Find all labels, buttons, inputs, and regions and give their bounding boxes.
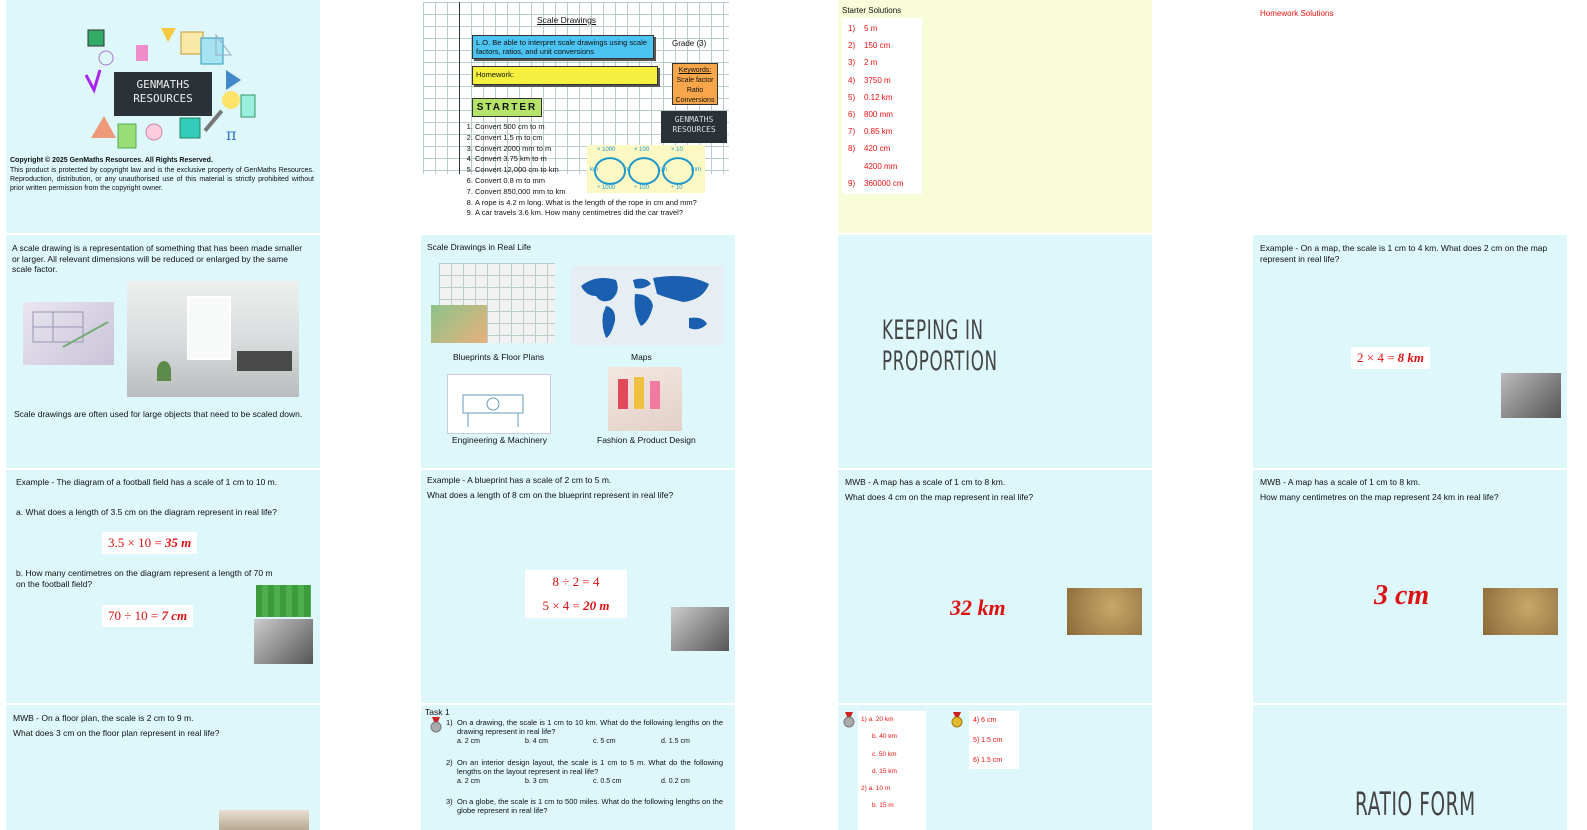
part: a. 2 cm [457,738,480,745]
gold-medal-icon [951,712,963,728]
fashion-image [608,367,682,431]
calculator-photo [254,619,313,664]
solution-item: 4) 6 cm [973,717,997,724]
mwb3-line2: What does 3 cm on the floor plan represent in real life? [13,728,220,738]
starter-question: 2. Convert 1.5 m to cm [475,133,731,144]
solution-item: 4) 3750 m [848,75,891,85]
starter-solutions-title: Starter Solutions [842,6,902,15]
conv-unit-km: km [590,167,598,173]
world-map-shape [571,266,724,345]
football-answer-a [102,532,197,554]
solution-item: b. 40 km [872,733,897,741]
copyright-body: This product is protected by copyright law and is the exclusive property of GenMaths Resources. Reproduction, distribution, or any unauthorised use of this material is strictly prohibited without prior written permission from the copyright owner. [10,167,314,192]
football-part-a: a. What does a length of 3.5 cm on the diagram represent in real life? [16,507,277,517]
part: c. 5 cm [593,738,616,745]
solution-item: 6) 800 mm [848,110,893,120]
genmaths-logo-box [114,72,212,116]
solution-item: 7) 0.85 km [848,127,893,137]
old-map-photo [1067,588,1142,635]
starter-question: 9. A car travels 3.6 km. How many centimetres did the car travel? [475,208,731,219]
answer-expression: 3.5 × 10 = [108,535,165,550]
keywords-box [672,63,718,105]
calculator-photo [1501,373,1561,418]
mwb3-line1: MWB - On a floor plan, the scale is 2 cm to 9 m. [13,713,194,723]
silver-medal-icon [843,712,855,728]
calculator-photo [671,607,729,651]
blueprint-example-slide[interactable] [421,470,735,703]
map-example-answer [1351,347,1430,369]
part: c. 0.5 cm [593,778,622,785]
mwb-map-slide-1[interactable] [838,470,1152,703]
lesson-title: Scale Drawings [537,15,597,25]
homework-solutions-slide[interactable] [1253,0,1567,233]
silver-medal-icon [430,717,442,733]
logo-text-line2: RESOURCES [133,92,193,105]
starter-question: 7. Convert 850,000 mm to km [475,187,731,198]
starter-question: 8. A rope is 4.2 m long. What is the length of the rope in cm and mm? [475,198,731,209]
conv-top-2: × 100 [634,147,650,153]
mwb2-line1: MWB - A map has a scale of 1 cm to 8 km. [1260,477,1421,487]
learning-objective: L.O. Be able to interpret scale drawings using scale factors, ratios, and unit conversions [472,35,654,59]
starter-question: 5. Convert 12,000 cm to km [475,165,731,176]
conv-unit-mm: mm [691,167,701,173]
blueprint-line1: Example - A blueprint has a scale of 2 cm to 5 m. [427,475,612,485]
task1-title: Task 1 [425,707,450,717]
homework-bar[interactable]: Homework: [472,66,658,85]
scale-drawing-definition: A scale drawing is a representation of something that has been made smaller or larger. All relevant dimensions will be reduced or enlarged by the same scale factor. [12,243,303,275]
starter-question: 4. Convert 3.75 km to m [475,154,731,165]
blueprint-line2: What does a length of 8 cm on the blueprint represent in real life? [427,490,674,500]
floor-plan-photo [219,810,309,830]
part: a. 2 cm [457,778,480,785]
blueprint-answer [525,570,627,618]
world-map-image [571,266,724,345]
task1-q3-num: 3) [446,797,453,806]
cover-slide[interactable] [6,0,320,233]
solution-item: b. 15 m [872,802,894,810]
engineering-sketch [448,375,550,433]
answer-step2: 5 × 4 = 20 m [542,598,610,613]
starter-solutions-list [842,18,922,194]
keeping-proportion-title: KEEPING IN PROPORTION [882,315,998,377]
task1-solutions-left [858,711,926,830]
part: d. 0.2 cm [661,778,690,785]
caption-fashion: Fashion & Product Design [597,435,696,445]
football-answer-b [102,605,193,627]
mwb2-line2: How many centimetres on the map represent 24 km in real life? [1260,492,1499,502]
solution-item: c. 50 km [872,750,897,758]
answer-expression: 2 × 4 = [1357,350,1398,365]
solution-item: 2) 150 cm [848,41,891,51]
homework-solutions-title: Homework Solutions [1260,9,1334,18]
solution-item: 1) 5 m [848,24,878,33]
conv-top-1: × 1000 [597,147,616,153]
task1-q2: On an interior design layout, the scale is 1 cm to 5 m. What do the following lengths on the layout represent in real life? [457,758,723,777]
part: b. 4 cm [525,738,548,745]
task1-q1-num: 1) [446,718,453,727]
mwb-floorplan-slide[interactable] [6,705,320,830]
grade-label: Grade (3) [672,39,707,48]
starter-question: 6. Convert 0.8 m to mm [475,176,731,187]
solution-item: 4200 mm [864,161,898,171]
task1-solutions-right [969,711,1019,769]
task1-slide[interactable] [421,705,735,830]
svg-text:π: π [226,125,237,144]
real-life-title: Scale Drawings in Real Life [427,242,531,252]
conv-unit-cm: cm [659,167,667,173]
keyword-item: Conversions [675,97,715,104]
task1-solutions-slide[interactable] [838,705,1152,830]
conv-top-3: × 10 [671,147,683,153]
starter-solutions-slide[interactable] [838,0,1152,233]
caption-engineering: Engineering & Machinery [452,435,547,445]
living-room-photo [127,281,299,397]
football-part-b: b. How many centimetres on the diagram represent a length of 70 m on the football field? [16,568,273,589]
keeping-proportion-slide[interactable] [838,235,1152,468]
logo-decor [76,20,266,155]
ratio-form-title: RATIO FORM [1355,785,1476,823]
map-example-question: Example - On a map, the scale is 1 cm to 4 km. What does 2 cm on the map represent in real life? [1260,243,1548,264]
solution-item: 6) 1.5 cm [973,757,1003,764]
task1-q2-num: 2) [446,758,453,767]
solution-item: d. 15 km [872,767,897,775]
map-example-slide[interactable] [1253,235,1567,468]
solution-item: 3) 2 m [848,58,878,68]
logo-text-line1: GENMATHS [136,78,190,91]
real-life-slide[interactable] [421,235,735,468]
mwb2-answer: 3 cm [1374,580,1430,611]
solution-item: 8) 420 cm [848,144,891,154]
football-question: Example - The diagram of a football field has a scale of 1 cm to 10 m. [16,477,278,487]
grid-axis-line [459,2,460,174]
conv-bottom-3: ÷ 10 [671,185,683,191]
keyword-item: Ratio [686,87,704,94]
solution-item: 5) 1.5 cm [973,737,1003,744]
task1-q1: On a drawing, the scale is 1 cm to 10 km. What do the following lengths on the drawing represent in real life? [457,718,723,737]
keyword-item: Scale factor [676,77,714,84]
old-map-photo [1483,588,1558,635]
ratio-form-slide[interactable] [1253,705,1567,830]
answer-value: 8 km [1397,350,1425,365]
starter-question: 1. Convert 500 cm to m [475,122,731,133]
lesson-title-slide[interactable] [421,0,735,233]
floor-plan-sketch [23,302,114,365]
blueprint-image [439,263,555,343]
football-example-slide[interactable] [6,470,320,703]
part: d. 1.5 cm [661,738,690,745]
scale-drawing-note: Scale drawings are often used for large objects that need to be scaled down. [14,409,303,419]
conv-bottom-1: ÷ 1000 [597,185,616,191]
solution-item: 1) a. 20 km [861,716,894,723]
mwb1-line1: MWB - A map has a scale of 1 cm to 8 km. [845,477,1006,487]
copyright-title: Copyright © 2025 GenMaths Resources. All Rights Reserved. [10,157,213,164]
football-field-image [256,585,311,617]
conversion-diagram [587,145,705,193]
starter-question: 3. Convert 2000 mm to m [475,144,731,155]
starter-label: STARTER [472,98,542,117]
solution-item: 9) 360000 cm [848,178,904,188]
solution-item: 2) a. 10 m [861,785,891,793]
engineering-image [447,374,551,434]
conv-bottom-2: ÷ 100 [634,185,649,191]
floor-plan-photo [23,302,114,365]
logo-text-line2: RESOURCES [672,125,716,134]
mwb1-line2: What does 4 cm on the map represent in real life? [845,492,1034,502]
intro-slide[interactable] [6,235,320,468]
logo-text-line1: GENMATHS [674,115,714,124]
answer-value: 7 cm [161,608,188,623]
caption-blueprints: Blueprints & Floor Plans [453,352,545,362]
answer-expression: 70 ÷ 10 = [108,608,162,623]
mwb-map-slide-2[interactable] [1253,470,1567,703]
keywords-heading: Keywords: [678,67,712,74]
part: b. 3 cm [525,778,548,785]
conv-unit-m: m [625,167,630,173]
task1-q3: On a globe, the scale is 1 cm to 500 miles. What do the following lengths on the globe represent in real life? [457,797,723,816]
answer-step1: 8 ÷ 2 = 4 [552,574,600,589]
answer-value: 35 m [164,535,192,550]
caption-maps: Maps [631,352,652,362]
solution-item: 5) 0.12 km [848,92,893,102]
mwb1-answer: 32 km [950,595,1006,620]
